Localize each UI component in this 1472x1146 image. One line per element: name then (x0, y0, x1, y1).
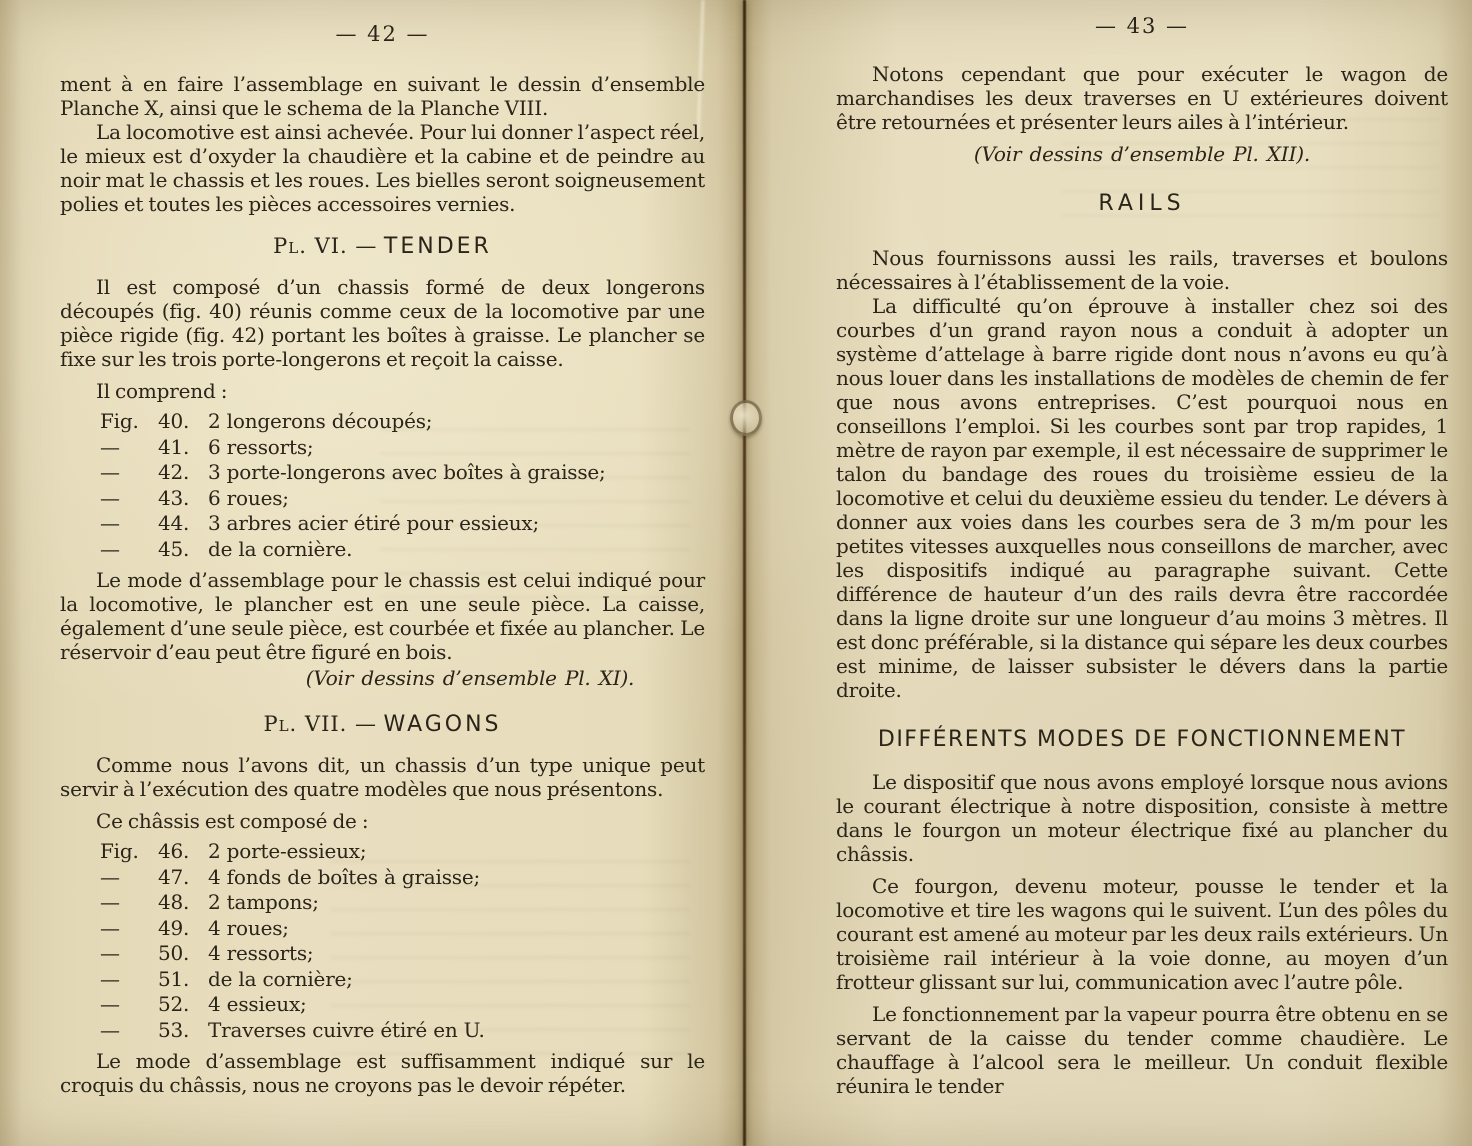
figure-text: de la cornière; (208, 966, 353, 991)
section-heading-rails: RAILS (1098, 191, 1186, 216)
paragraph: Il est composé d’un chassis formé de deux longerons découpés (fig. 40) réunis comme ceux de la locomotive par une pièce rigide (fig. 42) portant les boîtes à graisse. Le plancher se fixe sur les trois porte-longerons et reçoit la caisse. (60, 275, 705, 371)
figure-marker: — (100, 536, 120, 561)
page-43 (836, 14, 1448, 1098)
binding-staple (730, 400, 762, 436)
figure-marker: Fig. (100, 409, 139, 433)
paragraph: Le dispositif que nous avons employé lorsque nous avions le courant électrique à notre disposition, consiste à mettre dans le fourgon un moteur électrique fixé au plancher du châssis. (836, 770, 1448, 866)
figure-number: 50. (158, 941, 190, 965)
paragraph: Le mode d’assemblage pour le chassis est celui indiqué pour la locomotive, le plancher est en une seule pièce. La caisse, également d’une seule pièce, est courbée et fixée au plancher. Le réservoir d’eau peut être figuré en bois. (60, 568, 705, 664)
figure-marker: — (100, 915, 120, 940)
figure-text: 4 ressorts; (208, 941, 314, 965)
voir-note: (Voir dessins d’ensemble Pl. XI). (305, 666, 635, 690)
plate-number-label: Pl. VII. — (263, 712, 378, 736)
figure-text: 6 roues; (208, 485, 289, 510)
plate-title: WAGONS (383, 712, 502, 737)
figure-marker: — (100, 434, 120, 459)
figure-text: Traverses cuivre étiré en U. (208, 1017, 485, 1042)
figure-list-tender (60, 409, 705, 562)
figure-number: 46. (158, 839, 190, 863)
figure-number: 51. (158, 966, 190, 991)
paragraph-continuation: ment à en faire l’assemblage en suivant le dessin d’ensemble Planche X, ainsi que le schema de la Planche VIII. (60, 72, 705, 120)
binding-seam (743, 0, 746, 1146)
figure-row (60, 1018, 705, 1044)
figure-text: 3 arbres acier étiré pour essieux; (208, 511, 540, 535)
figure-text: 6 ressorts; (208, 434, 314, 459)
paragraph: La locomotive est ainsi achevée. Pour lui donner l’aspect réel, le mieux est d’oxyder la chaudière et la cabine et de peindre au noir mat le chassis et les roues. Les bielles seront soigneusement polies et toutes les pièces accessoires vernies. (60, 120, 705, 216)
paragraph: Comme nous l’avons dit, un chassis d’un type unique peut servir à l’exécution des quatre modèles que nous présentons. (60, 753, 705, 801)
page-number: — 42 — (335, 22, 430, 46)
figure-number: 48. (158, 890, 190, 914)
figure-text: 4 essieux; (208, 992, 307, 1016)
figure-text: 2 porte-essieux; (208, 839, 367, 863)
figure-marker: — (100, 992, 120, 1016)
figure-row (60, 435, 705, 461)
figure-row (60, 992, 705, 1018)
figure-row (60, 839, 705, 865)
figure-marker: — (100, 460, 120, 484)
figure-text: 2 longerons découpés; (208, 409, 433, 433)
figure-row (60, 865, 705, 891)
plate-heading-wagons (60, 712, 705, 737)
list-intro: Ce châssis est composé de : (96, 809, 369, 833)
figure-marker: — (100, 890, 120, 914)
figure-marker: — (100, 966, 120, 991)
figure-number: 43. (158, 485, 190, 510)
figure-marker: — (100, 485, 120, 510)
figure-row (60, 409, 705, 435)
plate-title: TENDER (383, 234, 492, 259)
figure-text: 4 fonds de boîtes à graisse; (208, 864, 481, 889)
figure-row (60, 890, 705, 916)
figure-row (60, 967, 705, 993)
list-intro: Il comprend : (96, 379, 228, 403)
figure-number: 47. (158, 864, 190, 889)
page-number: — 43 — (1094, 14, 1190, 38)
page-42 (60, 22, 705, 1097)
figure-row (60, 941, 705, 967)
figure-text: 3 porte-longerons avec boîtes à graisse; (208, 460, 606, 484)
paragraph: Notons cependant que pour exécuter le wagon de marchandises les deux traverses en U extérieures doivent être retournées et présenter leurs ailes à l’intérieur. (836, 62, 1448, 134)
figure-marker: — (100, 1017, 120, 1042)
figure-number: 41. (158, 434, 190, 459)
paragraph: Nous fournissons aussi les rails, traverses et boulons nécessaires à l’établissement de la voie. (836, 246, 1448, 294)
plate-heading-tender (60, 234, 705, 259)
figure-number: 40. (158, 409, 190, 433)
figure-marker: — (100, 864, 120, 889)
figure-text: de la cornière. (208, 536, 353, 561)
figure-number: 53. (158, 1017, 190, 1042)
figure-text: 2 tampons; (208, 890, 319, 914)
section-heading-modes: DIFFÉRENTS MODES DE FONCTIONNEMENT (877, 727, 1407, 752)
figure-number: 45. (158, 536, 190, 561)
figure-row (60, 486, 705, 512)
figure-marker: — (100, 941, 120, 965)
figure-number: 44. (158, 511, 190, 535)
voir-note: (Voir dessins d’ensemble Pl. XII). (973, 142, 1311, 166)
paragraph: Ce fourgon, devenu moteur, pousse le tender et la locomotive et tire les wagons qui le suivent. L’un des pôles du courant est amené au moteur par les deux rails extérieurs. Un troisième rail intérieur à la voie donne, au moyen d’un frotteur glissant sur lui, communication avec l’autre pôle. (836, 874, 1448, 994)
figure-marker: — (100, 511, 120, 535)
paragraph: Le mode d’assemblage est suffisamment indiqué sur le croquis du châssis, nous ne croyons pas le devoir répéter. (60, 1049, 705, 1097)
figure-row (60, 537, 705, 563)
figure-list-wagons (60, 839, 705, 1043)
paragraph: Le fonctionnement par la vapeur pourra être obtenu en se servant de la caisse du tender comme chaudière. Le chauffage à l’alcool sera le meilleur. Un conduit flexible réunira le tender (836, 1002, 1448, 1098)
figure-text: 4 roues; (208, 915, 289, 940)
plate-number-label: Pl. VI. — (273, 234, 378, 258)
figure-row (60, 460, 705, 486)
figure-row (60, 511, 705, 537)
figure-row (60, 916, 705, 942)
figure-marker: Fig. (100, 839, 139, 863)
figure-number: 52. (158, 992, 190, 1016)
figure-number: 49. (158, 915, 190, 940)
figure-number: 42. (158, 460, 190, 484)
paragraph: La difficulté qu’on éprouve à installer chez soi des courbes d’un grand rayon nous a conduit à adopter un système d’attelage à barre rigide dont nous n’avons eu qu’à nous louer dans les installations de modèles de chemin de fer que nous avons entreprises. C’est pourquoi nous en conseillons l’emploi. Si les courbes sont par trop rapides, 1 mètre de rayon par exemple, il est nécessaire de supprimer le talon du bandage des roues du troisième essieu de la locomotive et celui du deuxième essieu du tender. Le dévers à donner aux voies dans les courbes sera de 3 m/m pour les petites vitesses auxquelles nous conseillons de marcher, avec les dispositifs indiqué au paragraphe suivant. Cette différence de hauteur d’un des rails devra être raccordée dans la ligne droite sur une longueur d’au moins 3 mètres. Il est donc préférable, si la distance qui sépare les deux courbes est minime, de laisser subsister le dévers dans la partie droite. (836, 294, 1448, 702)
